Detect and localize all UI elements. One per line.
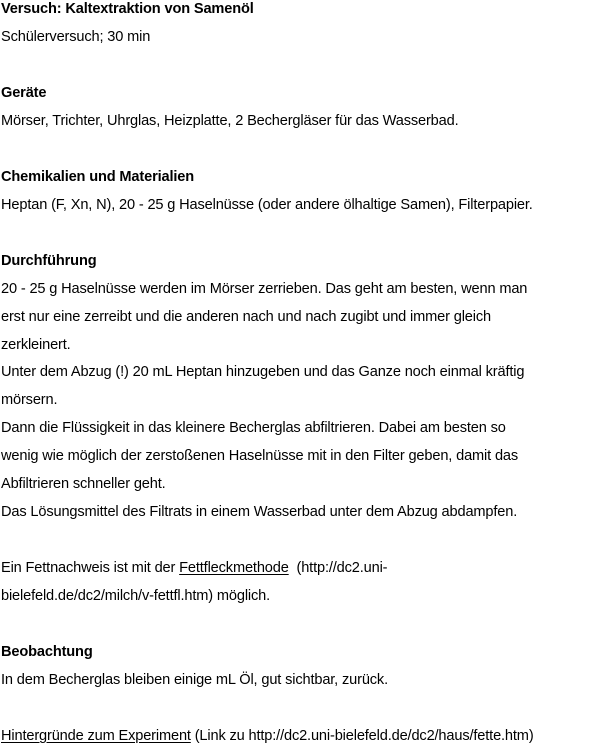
durchfuehrung-line: Dann die Flüssigkeit in das kleinere Becherglas abfiltrieren. Dabei am besten so: [1, 420, 506, 436]
page-title: Versuch: Kaltextraktion von Samenöl: [1, 1, 254, 17]
durchfuehrung-line: wenig wie möglich der zerstoßenen Haselnüsse mit in den Filter geben, damit das: [1, 448, 519, 464]
section-heading-durchfuehrung: Durchführung: [1, 253, 97, 269]
section-heading-geraete: Geräte: [1, 85, 47, 101]
geraete-text: Mörser, Trichter, Uhrglas, Heizplatte, 2 Bechergläser für das Wasserbad.: [1, 113, 459, 129]
durchfuehrung-line: erst nur eine zerreibt und die anderen nach und nach zugibt und immer gleich: [1, 309, 491, 325]
durchfuehrung-line: Das Lösungsmittel des Filtrats in einem Wasserbad unter dem Abzug abdampfen.: [1, 504, 518, 520]
section-heading-chemikalien: Chemikalien und Materialien: [1, 169, 195, 185]
hintergruende-suffix: (Link zu http://dc2.uni-bielefeld.de/dc2/haus/fette.htm): [190, 728, 534, 744]
fettnachweis-prefix: Ein Fettnachweis ist mit der: [1, 560, 180, 576]
durchfuehrung-line: mörsern.: [1, 392, 58, 408]
hintergruende-line: [1, 727, 534, 745]
durchfuehrung-line: zerkleinert.: [1, 337, 71, 353]
durchfuehrung-line: 20 - 25 g Haselnüsse werden im Mörser zerrieben. Das geht am besten, wenn man: [1, 281, 528, 297]
durchfuehrung-line: Unter dem Abzug (!) 20 mL Heptan hinzugeben und das Ganze noch einmal kräftig: [1, 364, 525, 380]
hintergruende-link[interactable]: Hintergründe zum Experiment: [1, 728, 191, 744]
beobachtung-text: In dem Becherglas bleiben einige mL Öl, gut sichtbar, zurück.: [1, 672, 388, 688]
fettnachweis-line: [1, 559, 387, 577]
fettnachweis-suffix: (http://dc2.uni-: [288, 560, 388, 576]
fettfleckmethode-link[interactable]: Fettfleckmethode: [179, 560, 289, 576]
fettnachweis-line-2: bielefeld.de/dc2/milch/v-fettfl.htm) möglich.: [1, 588, 271, 604]
page-subtitle: Schülerversuch; 30 min: [1, 29, 151, 45]
section-heading-beobachtung: Beobachtung: [1, 644, 93, 660]
durchfuehrung-line: Abfiltrieren schneller geht.: [1, 476, 166, 492]
chemikalien-text: Heptan (F, Xn, N), 20 - 25 g Haselnüsse (oder andere ölhaltige Samen), Filterpapier.: [1, 197, 533, 213]
